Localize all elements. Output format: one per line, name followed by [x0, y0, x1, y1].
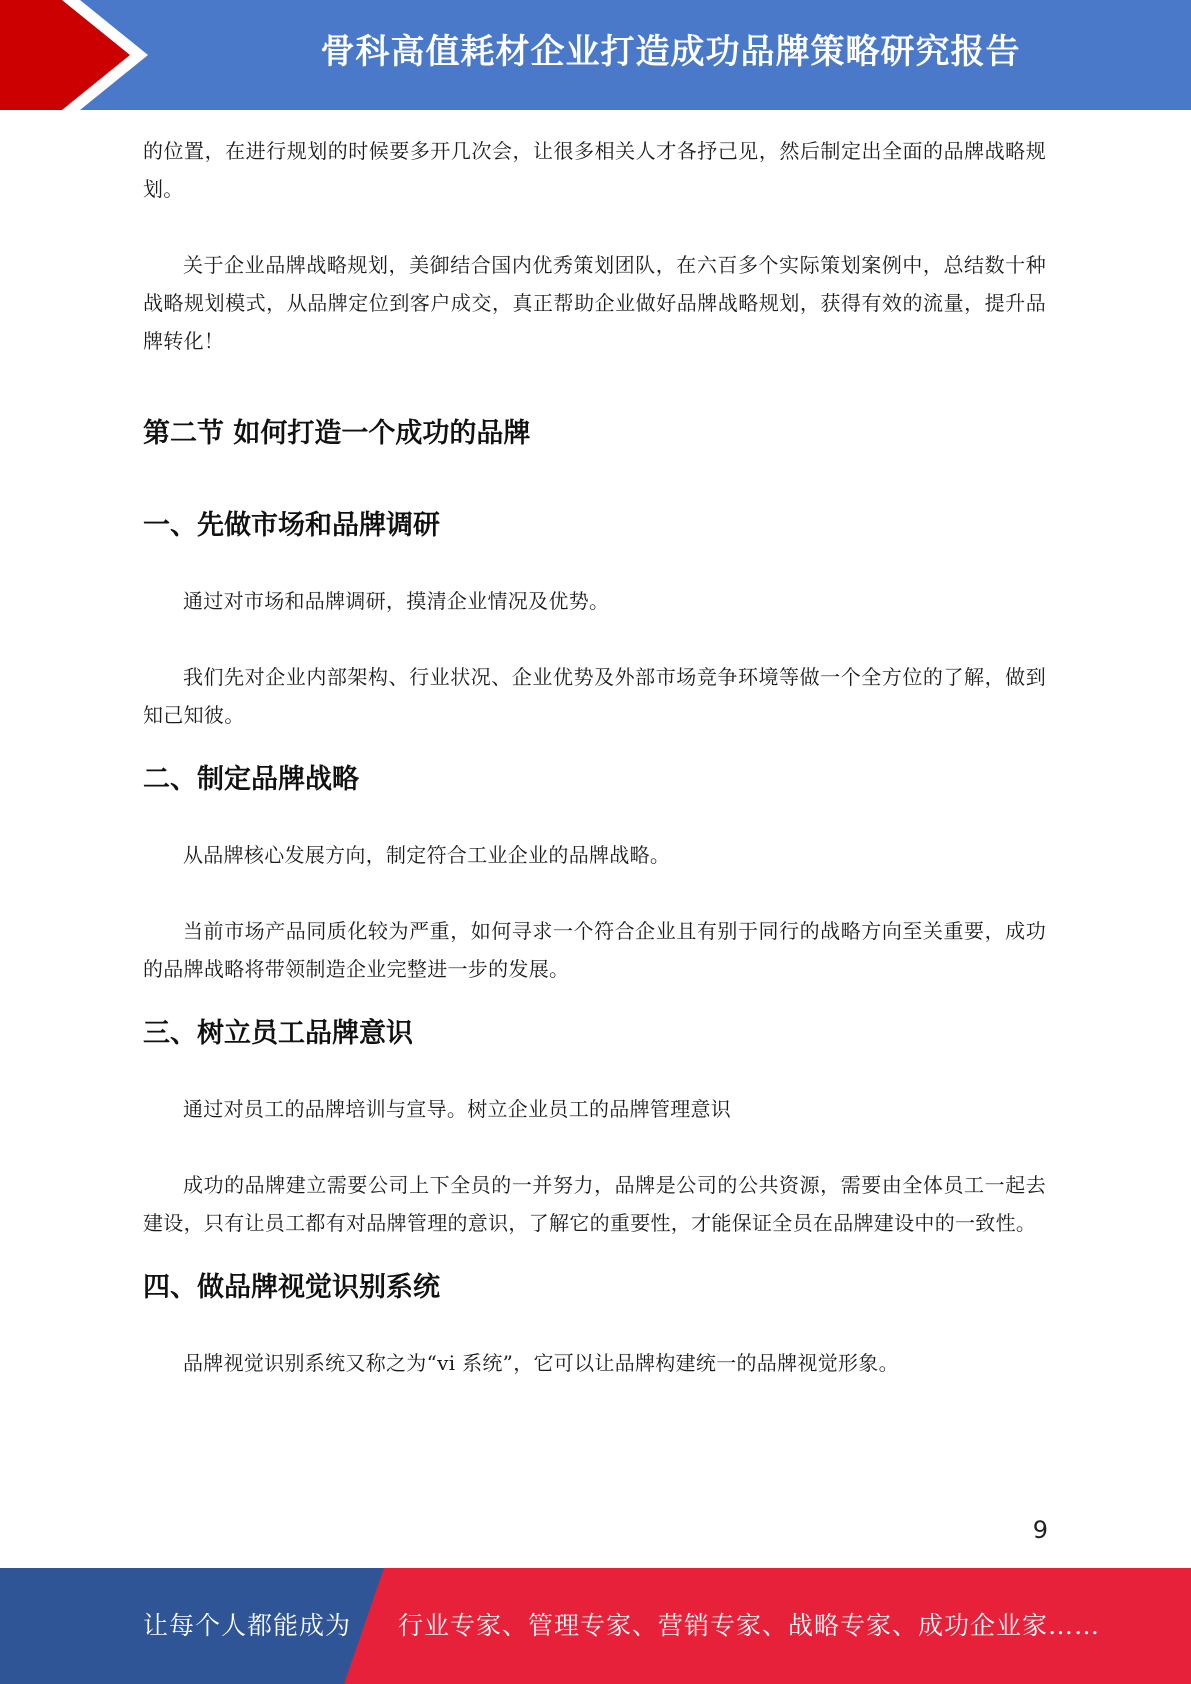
paragraph-strategy-intro: 从品牌核心发展方向，制定符合工业企业的品牌战略。 — [183, 843, 671, 867]
paragraph-continued: 的位置，在进行规划的时候要多开几次会，让很多相关人才各抒己见，然后制定出全面的品牌战略规划。 — [143, 139, 1046, 201]
paragraph-strategy-detail: 当前市场产品同质化较为严重，如何寻求一个符合企业且有别于同行的战略方向至关重要，成功的品牌战略将带领制造企业完整进一步的发展。 — [143, 919, 1046, 981]
main-content — [143, 132, 1046, 1382]
heading-visual-identity: 四、做品牌视觉识别系统 — [143, 1272, 440, 1303]
paragraph-visual-identity: 品牌视觉识别系统又称之为“vi 系统”，它可以让品牌构建统一的品牌视觉形象。 — [183, 1351, 899, 1375]
paragraph-awareness-intro: 通过对员工的品牌培训与宣导。树立企业员工的品牌管理意识 — [183, 1097, 732, 1121]
paragraph-research-intro: 通过对市场和品牌调研，摸清企业情况及优势。 — [183, 589, 610, 613]
paragraph-strategy-planning: 关于企业品牌战略规划，美御结合国内优秀策划团队，在六百多个实际策划案例中，总结数十种战略规划模式，从品牌定位到客户成交，真正帮助企业做好品牌战略规划，获得有效的流量，提升品牌转化！ — [143, 253, 1046, 353]
document-title: 骨科高值耗材企业打造成功品牌策略研究报告 — [320, 32, 1021, 72]
chapter-section-heading: 第二节 如何打造一个成功的品牌 — [143, 418, 531, 449]
heading-market-research: 一、先做市场和品牌调研 — [143, 510, 440, 541]
page-number: 9 — [1032, 1516, 1048, 1544]
heading-brand-strategy: 二、制定品牌战略 — [143, 764, 359, 795]
page-footer — [0, 1568, 1191, 1684]
paragraph-research-detail: 我们先对企业内部架构、行业状况、企业优势及外部市场竞争环境等做一个全方位的了解，做到知己知彼。 — [143, 665, 1046, 727]
header-arrow-decoration — [0, 0, 150, 110]
heading-employee-awareness: 三、树立员工品牌意识 — [143, 1018, 413, 1049]
paragraph-awareness-detail: 成功的品牌建立需要公司上下全员的一并努力，品牌是公司的公共资源，需要由全体员工一起去建设，只有让员工都有对品牌管理的意识，了解它的重要性，才能保证全员在品牌建设中的一致性。 — [143, 1173, 1046, 1235]
footer-slogan-right: 行业专家、管理专家、营销专家、战略专家、成功企业家…… — [398, 1611, 1101, 1640]
footer-slogan-left: 让每个人都能成为 — [143, 1611, 352, 1640]
page-header — [0, 0, 1191, 110]
